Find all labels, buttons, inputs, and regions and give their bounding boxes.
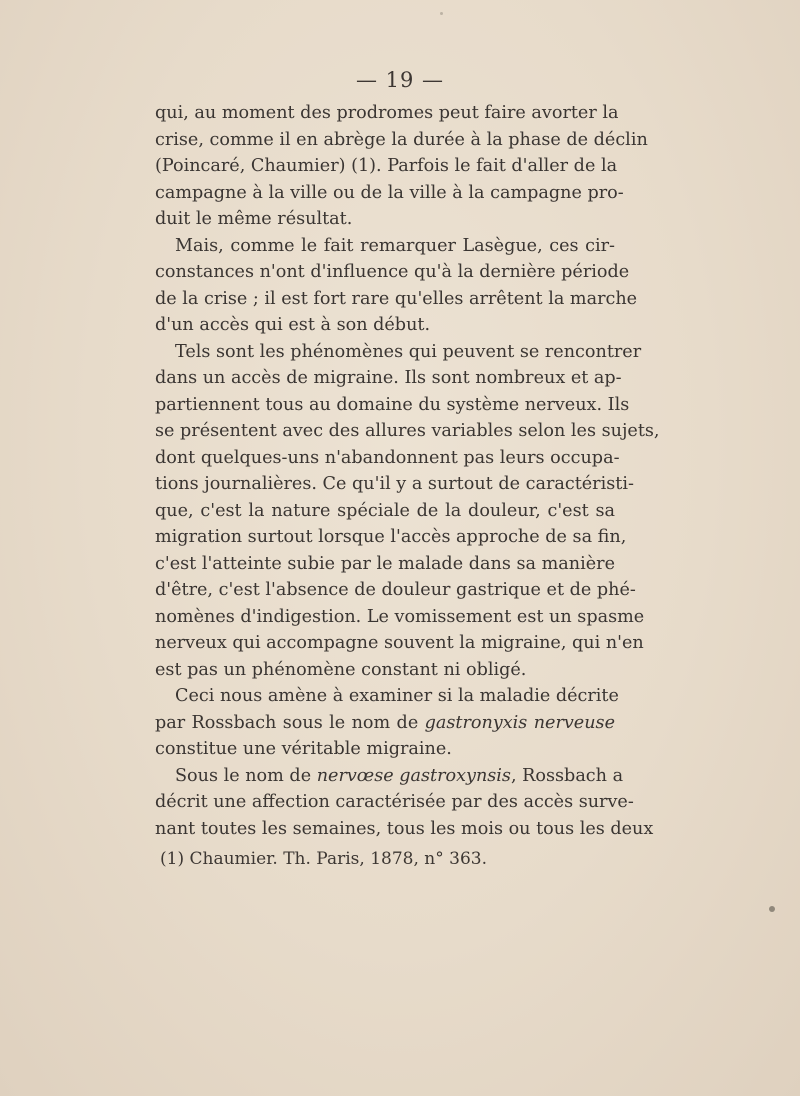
text-line: campagne à la ville ou de la ville à la campagne pro-: [155, 182, 624, 203]
text-line: partiennent tous au domaine du système nerveux. Ils: [155, 394, 630, 415]
text-line: Ceci nous amène à examiner si la maladie décrite: [175, 686, 619, 706]
text-line: est pas un phénomène constant ni obligé.: [155, 659, 527, 680]
page-number: — 19 —: [355, 68, 445, 92]
text-line: nant toutes les semaines, tous les mois ou tous les deux: [155, 818, 654, 839]
text-line: d'être, c'est l'absence de douleur gastrique et de phé-: [155, 580, 636, 600]
text-span: par Rossbach sous le nom de: [155, 712, 425, 733]
text-line: dans un accès de migraine. Ils sont nombreux et ap-: [155, 368, 622, 388]
italic-term: nervœse gastroxynsis: [316, 765, 511, 786]
body-text: [155, 100, 660, 842]
text-line: que, c'est la nature spéciale de la douleur, c'est sa: [155, 500, 615, 521]
text-line: dont quelques-uns n'abandonnent pas leurs occupa-: [155, 447, 620, 468]
italic-term: gastronyxis nerveuse: [424, 712, 615, 733]
text-line: nerveux qui accompagne souvent la migraine, qui n'en: [155, 633, 644, 653]
text-line: c'est l'atteinte subie par le malade dans sa manière: [155, 553, 615, 574]
text-line: constances n'ont d'influence qu'à la dernière période: [155, 262, 630, 282]
text-line: Tels sont les phénomènes qui peuvent se rencontrer: [175, 341, 642, 362]
text-line: de la crise ; il est fort rare qu'elles arrêtent la marche: [155, 288, 638, 309]
text-line: constitue une véritable migraine.: [155, 739, 452, 759]
text-span: , Rossbach a: [510, 765, 624, 786]
text-line: d'un accès qui est à son début.: [155, 315, 431, 335]
paper-speck: [440, 12, 443, 15]
text-line: décrit une affection caractérisée par des accès surve-: [155, 792, 634, 812]
footnote: (1) Chaumier. Th. Paris, 1878, n° 363.: [160, 849, 487, 869]
text-line: qui, au moment des prodromes peut faire avorter la: [155, 103, 619, 123]
text-span: Sous le nom de: [175, 765, 317, 786]
text-line: crise, comme il en abrège la durée à la phase de déclin: [155, 129, 648, 150]
text-line: se présentent avec des allures variables selon les sujets,: [155, 421, 660, 441]
text-line: nomènes d'indigestion. Le vomissement est un spasme: [155, 606, 645, 627]
paper-speck: [769, 906, 775, 912]
text-line: (Poincaré, Chaumier) (1). Parfois le fait d'aller de la: [155, 156, 618, 176]
text-line: duit le même résultat.: [155, 209, 353, 229]
text-line: tions journalières. Ce qu'il y a surtout de caractéristi-: [155, 474, 634, 494]
text-line: [155, 763, 624, 790]
text-line: Mais, comme le fait remarquer Lasègue, ces cir-: [175, 235, 615, 256]
text-line: migration surtout lorsque l'accès approche de sa fin,: [155, 527, 627, 547]
text-line: [155, 710, 615, 737]
